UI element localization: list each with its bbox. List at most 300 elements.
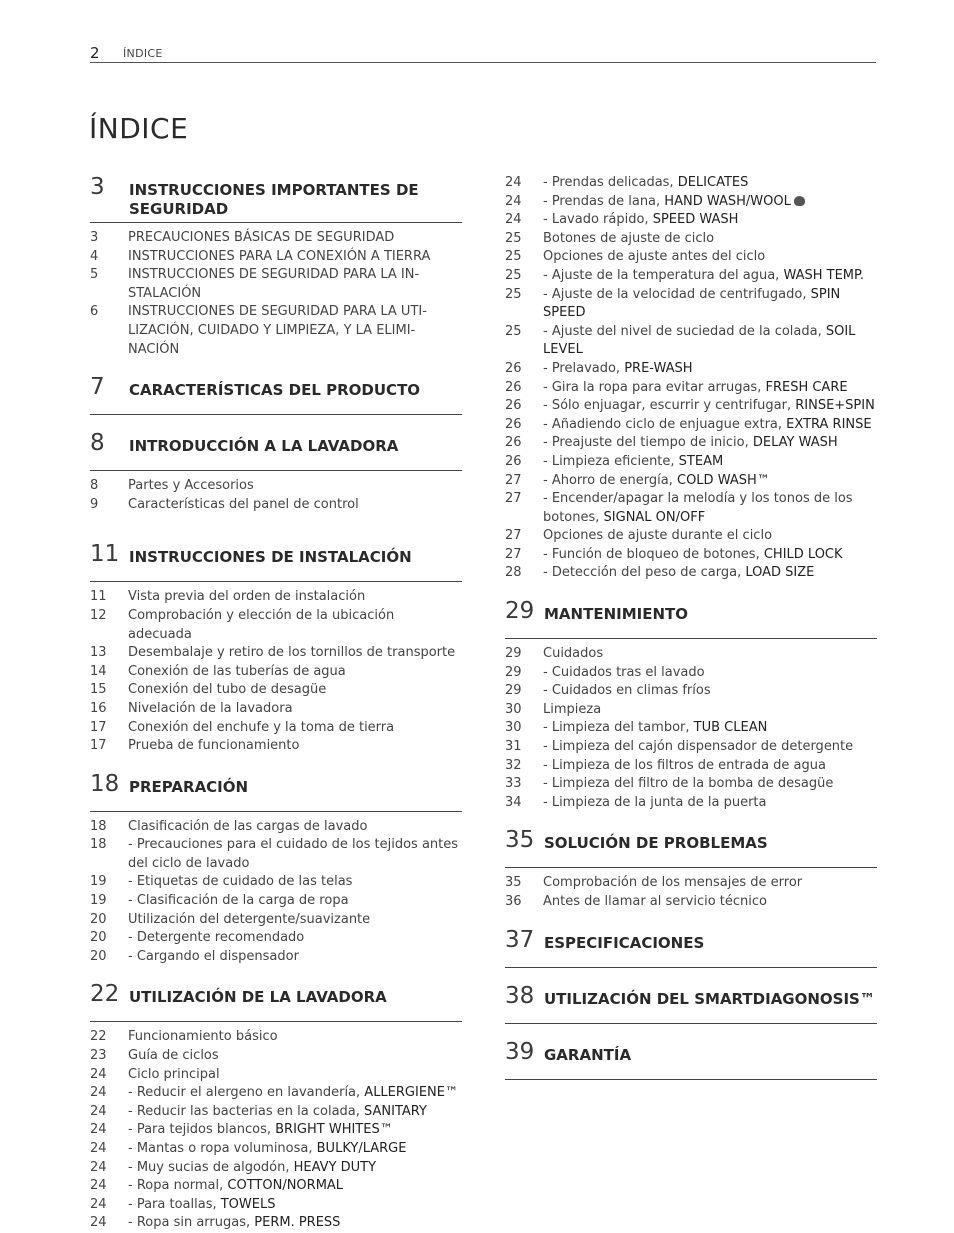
entry-label: INSTRUCCIONES DE SEGURIDAD PARA LA UTI-LIZACIÓN, CUIDADO Y LIMPIEZA, Y LA ELIMI-NACIÓN — [128, 304, 427, 357]
page-number: 2 — [90, 44, 100, 62]
toc-section — [505, 598, 877, 812]
section-page-number: 29 — [505, 598, 535, 625]
section-heading[interactable] — [90, 541, 462, 582]
entry-text — [128, 1196, 462, 1215]
toc-entry[interactable] — [505, 775, 877, 794]
entry-text — [128, 737, 462, 756]
entry-text — [543, 664, 877, 683]
entry-text — [543, 682, 877, 701]
toc-entry[interactable] — [90, 1140, 462, 1159]
section-entries — [90, 818, 462, 967]
section-heading[interactable] — [90, 174, 462, 223]
entry-text — [128, 1214, 462, 1233]
entry-text — [128, 836, 462, 873]
entry-page-number: 17 — [90, 738, 107, 754]
toc-entry[interactable] — [505, 230, 877, 249]
entry-program-name: TUB CLEAN — [693, 720, 768, 736]
toc-section — [90, 771, 462, 967]
toc-entry[interactable] — [505, 397, 877, 416]
entry-page-number: 24 — [90, 1178, 107, 1194]
entry-text — [543, 472, 877, 491]
toc-section — [505, 827, 877, 911]
entry-text — [543, 645, 877, 664]
entry-page-number: 20 — [90, 911, 107, 927]
toc-section — [90, 541, 462, 755]
entry-text — [543, 397, 877, 416]
running-head: ÍNDICE — [123, 47, 163, 60]
section-page-number: 22 — [90, 981, 120, 1008]
entry-page-number: 24 — [90, 1141, 107, 1156]
toc-entry[interactable] — [90, 681, 462, 700]
toc-entry[interactable] — [505, 664, 877, 683]
entry-label: INSTRUCCIONES PARA LA CONEXIÓN A TIERRA — [128, 248, 431, 264]
entry-page-number: 24 — [505, 193, 522, 209]
entry-program-name: FRESH CARE — [765, 379, 848, 395]
entry-text — [543, 230, 877, 249]
entry-text — [543, 211, 877, 230]
entry-page-number: 24 — [505, 175, 522, 190]
entry-program-name: SANITARY — [364, 1103, 427, 1119]
section-heading[interactable] — [90, 430, 462, 471]
toc-entry[interactable] — [505, 794, 877, 813]
entry-text — [543, 360, 877, 379]
entry-text — [128, 700, 462, 719]
section-title: GARANTÍA — [544, 1045, 632, 1064]
toc-left-column — [90, 174, 462, 1233]
toc-right-column — [505, 174, 877, 1080]
entry-label: - Añadiendo ciclo de enjuague extra, — [543, 416, 787, 432]
entry-text — [128, 644, 462, 663]
entry-page-number: 25 — [505, 323, 522, 339]
entry-page-number: 30 — [505, 701, 522, 717]
entry-label: - Lavado rápido, — [543, 212, 653, 228]
entry-text — [543, 248, 877, 267]
section-entries — [505, 645, 877, 812]
entry-page-number: 26 — [505, 435, 522, 451]
entry-text — [128, 719, 462, 738]
entry-label: Partes y Accesorios — [128, 478, 254, 494]
entry-label: - Detección del peso de carga, — [543, 565, 746, 581]
entry-page-number: 29 — [505, 683, 522, 699]
toc-entry[interactable] — [505, 682, 877, 701]
page-header — [90, 44, 876, 63]
section-heading[interactable] — [505, 983, 877, 1024]
toc-entry[interactable] — [505, 416, 877, 435]
toc-entry[interactable] — [505, 738, 877, 757]
toc-entry[interactable] — [90, 1214, 462, 1233]
entry-page-number: 27 — [505, 472, 522, 488]
entry-program-name: SIGNAL ON/OFF — [603, 509, 706, 525]
toc-entry[interactable] — [90, 911, 462, 930]
toc-entry[interactable] — [90, 1028, 462, 1047]
entry-page-number: 24 — [90, 1103, 107, 1119]
entry-label: - Cuidados en climas fríos — [543, 683, 711, 699]
entry-page-number: 29 — [505, 646, 522, 662]
section-page-number: 11 — [90, 541, 120, 568]
entry-program-name: BRIGHT WHITES™ — [275, 1122, 393, 1138]
entry-page-number: 24 — [90, 1196, 107, 1212]
entry-page-number: 19 — [90, 874, 107, 890]
toc-entry[interactable] — [505, 323, 877, 360]
toc-entry[interactable] — [90, 588, 462, 607]
entry-text — [128, 266, 462, 303]
toc-entry[interactable] — [505, 453, 877, 472]
entry-text — [128, 496, 462, 515]
entry-label: - Para tejidos blancos, — [128, 1122, 276, 1138]
toc-entry[interactable] — [90, 477, 462, 496]
entry-page-number: 18 — [90, 837, 107, 853]
section-entries — [505, 874, 877, 911]
entry-label: Clasificación de las cargas de lavado — [128, 818, 368, 834]
toc-entry[interactable] — [90, 836, 462, 873]
entry-label: - Preajuste del tiempo de inicio, — [543, 435, 753, 451]
entry-text — [128, 663, 462, 682]
toc-section — [90, 430, 462, 514]
entry-label: Conexión del tubo de desagüe — [128, 682, 327, 698]
toc-entry[interactable] — [90, 1084, 462, 1103]
section-title: SOLUCIÓN DE PROBLEMAS — [544, 834, 768, 853]
entry-text — [128, 681, 462, 700]
section-heading[interactable] — [505, 598, 877, 639]
entry-program-name: LOAD SIZE — [745, 565, 815, 581]
section-page-number: 35 — [505, 827, 535, 854]
toc-entry[interactable] — [90, 248, 462, 267]
entry-page-number: 24 — [90, 1159, 107, 1175]
toc-entry[interactable] — [505, 286, 877, 323]
section-page-number: 18 — [90, 770, 120, 797]
entry-page-number: 18 — [90, 818, 107, 834]
entry-page-number: 32 — [505, 757, 522, 773]
entry-text — [543, 453, 877, 472]
entry-text — [128, 818, 462, 837]
entry-label: Utilización del detergente/suavizante — [128, 911, 371, 927]
entry-page-number: 6 — [90, 304, 99, 320]
toc-entry[interactable] — [90, 818, 462, 837]
entry-program-name: COLD WASH™ — [677, 472, 770, 488]
entry-page-number: 36 — [505, 894, 522, 909]
entry-label: - Gira la ropa para evitar arrugas, — [543, 379, 766, 395]
entry-page-number: 4 — [90, 248, 99, 264]
entry-label: - Limpieza de los filtros de entrada de agua — [543, 757, 826, 773]
entry-page-number: 25 — [505, 230, 522, 246]
toc-entry[interactable] — [90, 700, 462, 719]
entry-page-number: 27 — [505, 491, 522, 507]
section-heading[interactable] — [90, 771, 462, 812]
section-page-number: 39 — [505, 1038, 535, 1065]
entry-page-number: 25 — [505, 286, 522, 302]
entry-text — [128, 1047, 462, 1066]
entry-label: Nivelación de la lavadora — [128, 700, 293, 716]
entry-label: Guía de ciclos — [128, 1048, 219, 1064]
entry-label: - Ajuste de la temperatura del agua, — [543, 267, 784, 283]
entry-label: - Sólo enjuagar, escurrir y centrifugar, — [543, 398, 796, 414]
entry-label: Opciones de ajuste durante el ciclo — [543, 528, 773, 544]
entry-text — [128, 607, 462, 644]
toc-entry[interactable] — [90, 303, 462, 359]
section-title: MANTENIMIENTO — [544, 605, 688, 624]
entry-label: - Reducir las bacterias en la colada, — [128, 1103, 365, 1119]
toc-entry[interactable] — [90, 719, 462, 738]
section-title: INTRODUCCIÓN A LA LAVADORA — [129, 437, 399, 456]
toc-continued-entries — [505, 174, 877, 583]
entry-text — [128, 1103, 462, 1122]
entry-label: - Ajuste del nivel de suciedad de la colada, — [543, 323, 826, 339]
section-heading[interactable] — [505, 1039, 877, 1080]
entry-program-name: WASH TEMP. — [783, 267, 864, 283]
entry-label: Desembalaje y retiro de los tornillos de transporte — [128, 645, 456, 661]
toc-entry[interactable] — [505, 874, 877, 893]
toc-section — [505, 927, 877, 968]
toc-entry[interactable] — [90, 229, 462, 248]
toc-section — [505, 983, 877, 1024]
toc-entry[interactable] — [505, 546, 877, 565]
entry-program-name: TOWELS — [220, 1196, 276, 1212]
section-heading[interactable] — [505, 927, 877, 968]
entry-text — [543, 719, 877, 738]
toc-entry[interactable] — [505, 701, 877, 720]
entry-page-number: 3 — [90, 230, 99, 245]
entry-page-number: 20 — [90, 930, 107, 946]
entry-text — [543, 267, 877, 286]
entry-text — [128, 911, 462, 930]
entry-label: - Cargando el dispensador — [128, 948, 299, 964]
entry-page-number: 20 — [90, 948, 107, 964]
entry-page-number: 25 — [505, 267, 522, 283]
entry-label: - Limpieza eficiente, — [543, 453, 679, 469]
entry-page-number: 28 — [505, 565, 522, 581]
entry-page-number: 9 — [90, 496, 99, 512]
entry-label: Conexión del enchufe y la toma de tierra — [128, 719, 395, 735]
entry-text — [128, 588, 462, 607]
entry-text — [543, 701, 877, 720]
entry-label: - Ropa normal, — [128, 1178, 228, 1194]
toc-entry[interactable] — [90, 1047, 462, 1066]
entry-label: Limpieza — [543, 701, 602, 717]
toc-entry[interactable] — [90, 737, 462, 756]
entry-label: PRECAUCIONES BÁSICAS DE SEGURIDAD — [128, 230, 395, 245]
toc-entry[interactable] — [90, 266, 462, 303]
toc-entry[interactable] — [505, 490, 877, 527]
entry-text — [128, 303, 462, 359]
entry-page-number: 25 — [505, 249, 522, 265]
entry-text — [543, 775, 877, 794]
entry-label: - Mantas o ropa voluminosa, — [128, 1141, 317, 1156]
entry-label: - Limpieza del cajón dispensador de detergente — [543, 739, 854, 755]
toc-entry[interactable] — [90, 1066, 462, 1085]
entry-label: - Precauciones para el cuidado de los tejidos antes del ciclo de lavado — [128, 837, 459, 871]
entry-program-name: ALLERGIENE™ — [364, 1085, 458, 1101]
entry-label: - Ahorro de energía, — [543, 472, 677, 488]
toc-entry[interactable] — [505, 719, 877, 738]
section-heading[interactable] — [90, 981, 462, 1022]
entry-text — [128, 1159, 462, 1178]
toc-section — [90, 981, 462, 1233]
entry-label: Botones de ajuste de ciclo — [543, 230, 715, 246]
entry-program-name: HEAVY DUTY — [293, 1159, 377, 1175]
toc-entry[interactable] — [505, 267, 877, 286]
entry-text — [543, 193, 877, 212]
toc-entry[interactable] — [90, 1196, 462, 1215]
entry-program-name: PERM. PRESS — [254, 1215, 341, 1231]
toc-entry[interactable] — [505, 472, 877, 491]
entry-page-number: 26 — [505, 360, 522, 376]
entry-program-name: SPIN SPEED — [543, 286, 841, 321]
entry-label: - Para toallas, — [128, 1196, 221, 1212]
entry-page-number: 35 — [505, 875, 522, 891]
entry-text — [128, 1084, 462, 1103]
entry-page-number: 14 — [90, 663, 107, 679]
section-title: ESPECIFICACIONES — [544, 933, 705, 952]
section-heading[interactable] — [90, 374, 462, 415]
toc-entry[interactable] — [90, 496, 462, 515]
section-title: INSTRUCCIONES DE INSTALACIÓN — [129, 548, 412, 567]
entry-label: INSTRUCCIONES DE SEGURIDAD PARA LA IN-STALACIÓN — [128, 267, 420, 301]
entry-text — [543, 794, 877, 813]
section-title: UTILIZACIÓN DE LA LAVADORA — [129, 988, 387, 1007]
entry-label: - Encender/apagar la melodía y los tonos de los botones, — [543, 491, 853, 525]
section-title: UTILIZACIÓN DEL SMARTDIAGONOSIS™ — [544, 989, 875, 1008]
entry-text — [543, 564, 877, 583]
toc-entry[interactable] — [90, 1103, 462, 1122]
entry-label: - Detergente recomendado — [128, 930, 305, 946]
entry-label: - Prelavado, — [543, 360, 625, 376]
entry-text — [543, 874, 877, 893]
entry-page-number: 15 — [90, 682, 107, 698]
entry-program-name: SOIL LEVEL — [543, 323, 856, 358]
entry-program-name: DELICATES — [677, 175, 749, 190]
entry-label: - Cuidados tras el lavado — [543, 664, 705, 680]
toc-entry[interactable] — [90, 663, 462, 682]
entry-label: - Limpieza del filtro de la bomba de desagüe — [543, 776, 834, 792]
section-page-number: 8 — [90, 430, 105, 457]
toc-entry[interactable] — [90, 607, 462, 644]
entry-program-name: PRE-WASH — [624, 360, 693, 376]
entry-text — [128, 1177, 462, 1196]
entry-program-name: STEAM — [678, 453, 724, 469]
entry-page-number: 24 — [90, 1066, 107, 1082]
toc-entry[interactable] — [90, 1121, 462, 1140]
section-entries — [90, 1028, 462, 1233]
entry-page-number: 34 — [505, 794, 522, 810]
toc-entry[interactable] — [90, 892, 462, 911]
entry-page-number: 26 — [505, 416, 522, 432]
entry-label: Comprobación y elección de la ubicación adecuada — [128, 607, 395, 642]
entry-program-name: DELAY WASH — [752, 435, 838, 451]
entry-page-number: 24 — [90, 1122, 107, 1138]
entry-program-name: CHILD LOCK — [763, 546, 843, 562]
entry-text — [128, 948, 462, 967]
entry-program-name: COTTON/NORMAL — [227, 1178, 344, 1194]
entry-page-number: 31 — [505, 739, 522, 755]
entry-text — [543, 174, 877, 193]
toc-entry[interactable] — [505, 757, 877, 776]
entry-page-number: 26 — [505, 379, 522, 395]
entry-text — [128, 873, 462, 892]
section-heading[interactable] — [505, 827, 877, 868]
entry-label: Cuidados — [543, 646, 604, 662]
entry-label: - Etiquetas de cuidado de las telas — [128, 874, 353, 890]
entry-text — [128, 229, 462, 248]
section-entries — [90, 477, 462, 514]
entry-page-number: 24 — [90, 1215, 107, 1231]
toc-entry[interactable] — [505, 527, 877, 546]
entry-page-number: 17 — [90, 719, 107, 735]
entry-text — [543, 757, 877, 776]
entry-program-name: HAND WASH/WOOL — [664, 193, 791, 209]
entry-label: Opciones de ajuste antes del ciclo — [543, 249, 766, 265]
entry-page-number: 30 — [505, 720, 522, 736]
entry-label: Ciclo principal — [128, 1066, 220, 1082]
entry-text — [128, 1121, 462, 1140]
entry-text — [543, 893, 877, 912]
entry-text — [543, 416, 877, 435]
toc-entry[interactable] — [90, 929, 462, 948]
page-title: ÍNDICE — [89, 112, 189, 145]
entry-text — [543, 490, 877, 527]
entry-label: Conexión de las tuberías de agua — [128, 663, 346, 679]
toc-entry[interactable] — [90, 1177, 462, 1196]
entry-page-number: 13 — [90, 645, 107, 661]
entry-page-number: 27 — [505, 528, 522, 544]
toc-entry[interactable] — [90, 948, 462, 967]
toc-section — [90, 374, 462, 415]
entry-program-name: BULKY/LARGE — [316, 1141, 407, 1156]
entry-page-number: 26 — [505, 398, 522, 414]
section-title: CARACTERÍSTICAS DEL PRODUCTO — [129, 381, 421, 400]
entry-text — [543, 323, 877, 360]
entry-page-number: 19 — [90, 893, 107, 909]
entry-label: Prueba de funcionamiento — [128, 738, 300, 754]
entry-program-name: EXTRA RINSE — [786, 416, 872, 432]
toc-section — [505, 1039, 877, 1080]
toc-entry[interactable] — [505, 893, 877, 912]
section-page-number: 7 — [90, 374, 105, 401]
entry-text — [128, 477, 462, 496]
toc-entry[interactable] — [505, 174, 877, 193]
entry-text — [543, 546, 877, 565]
entry-text — [128, 929, 462, 948]
toc-entry[interactable] — [90, 644, 462, 663]
entry-label: - Ajuste de la velocidad de centrifugado, — [543, 286, 811, 302]
toc-entry[interactable] — [505, 360, 877, 379]
toc-entry[interactable] — [505, 379, 877, 398]
toc-entry[interactable] — [505, 248, 877, 267]
toc-entry[interactable] — [505, 193, 877, 212]
entry-text — [543, 738, 877, 757]
toc-entry[interactable] — [505, 434, 877, 453]
entry-label: - Limpieza del tambor, — [543, 720, 694, 736]
toc-entry[interactable] — [505, 564, 877, 583]
entry-page-number: 8 — [90, 478, 99, 494]
entry-text — [128, 1140, 462, 1159]
entry-text — [543, 286, 877, 323]
section-page-number: 38 — [505, 982, 535, 1009]
entry-label: - Ropa sin arrugas, — [128, 1215, 255, 1231]
toc-entry[interactable] — [505, 645, 877, 664]
toc-entry[interactable] — [505, 211, 877, 230]
entry-page-number: 11 — [90, 589, 107, 605]
entry-page-number: 29 — [505, 664, 522, 680]
entry-page-number: 23 — [90, 1048, 107, 1064]
toc-entry[interactable] — [90, 1159, 462, 1178]
entry-text — [128, 1028, 462, 1047]
section-title: INSTRUCCIONES IMPORTANTES DE SEGURIDAD — [129, 181, 419, 218]
entry-label: - Clasificación de la carga de ropa — [128, 893, 349, 909]
entry-label: Antes de llamar al servicio técnico — [543, 894, 767, 909]
toc-entry[interactable] — [90, 873, 462, 892]
entry-page-number: 22 — [90, 1029, 107, 1045]
section-entries — [90, 588, 462, 755]
